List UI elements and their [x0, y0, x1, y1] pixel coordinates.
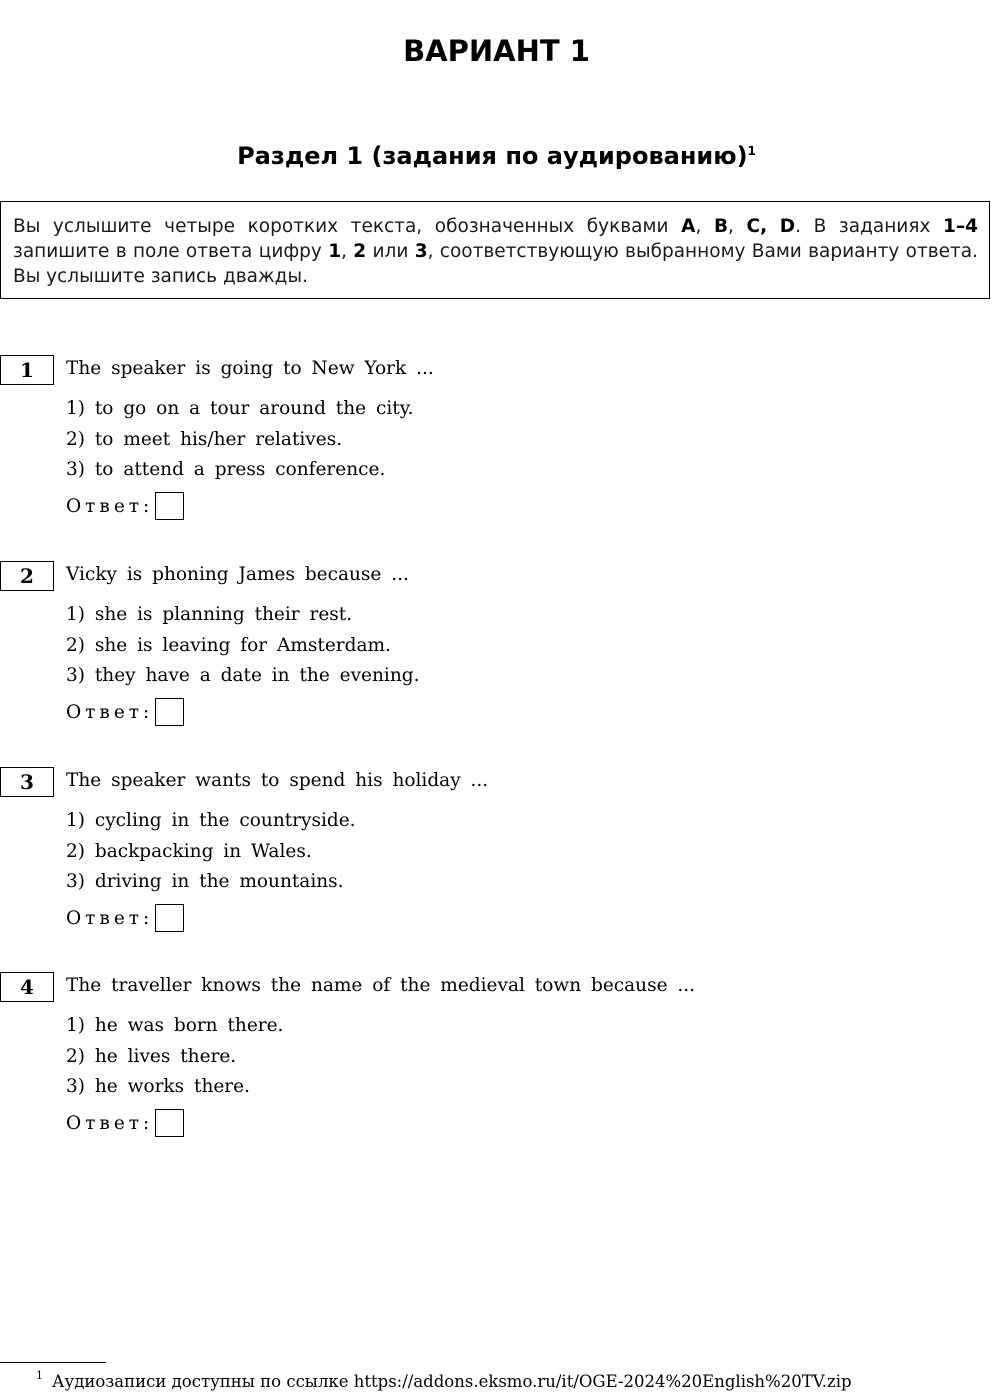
answer-box-1[interactable] — [155, 492, 184, 520]
instr-digit-3: 3 — [414, 241, 428, 262]
footnote-rule — [0, 1362, 106, 1363]
option-3: 3) they have a date in the evening. — [66, 665, 420, 686]
instr-sep-3 — [767, 216, 780, 237]
footnote — [36, 1369, 852, 1391]
option-2: 2) backpacking in Wales. — [66, 840, 312, 862]
task-options — [66, 1011, 283, 1103]
task-options — [66, 600, 419, 692]
instr-text-5: , соответствующую выбранному Вами варианту ответа. Вы услышите запись дважды. — [13, 241, 978, 287]
task-question: The traveller knows the name of the medieval town because ... — [66, 975, 696, 996]
variant-title: ВАРИАНТ 1 — [403, 34, 590, 68]
instr-task-range: 1–4 — [943, 216, 979, 237]
instr-digit-2: 2 — [353, 241, 367, 262]
instr-text-1: Вы услышите четыре коротких текста, обозначенных буквами — [13, 216, 682, 237]
option-2: 2) she is leaving for Amsterdam. — [66, 634, 391, 656]
task-question: The speaker is going to New York ... — [66, 358, 434, 379]
task-question: The speaker wants to spend his holiday ... — [66, 770, 489, 791]
answer-row — [66, 697, 184, 727]
answer-label: Ответ: — [66, 701, 154, 723]
answer-box-4[interactable] — [155, 1109, 184, 1137]
footnote-mark: 1 — [36, 1369, 43, 1382]
task-number: 4 — [0, 972, 54, 1002]
task-question: Vicky is phoning James because ... — [66, 564, 409, 585]
instr-sep-4: , — [341, 241, 354, 262]
answer-row — [66, 491, 184, 521]
answer-box-3[interactable] — [155, 904, 184, 932]
instr-text-3: запишите в поле ответа цифру — [13, 241, 329, 262]
instr-digit-1: 1 — [328, 241, 342, 262]
answer-box-2[interactable] — [155, 698, 184, 726]
section-title — [0, 142, 993, 170]
answer-label: Ответ: — [66, 907, 154, 929]
instr-text-2: . В заданиях — [795, 216, 944, 237]
instr-text-4: или — [366, 241, 415, 262]
answer-row — [66, 1108, 184, 1138]
option-3: 3) driving in the mountains. — [66, 871, 344, 892]
answer-label: Ответ: — [66, 1112, 154, 1134]
option-3: 3) to attend a press conference. — [66, 459, 386, 480]
answer-label: Ответ: — [66, 495, 154, 517]
option-2: 2) he lives there. — [66, 1045, 237, 1067]
instr-letter-a: A — [681, 216, 696, 237]
instr-sep-2: , — [728, 216, 747, 237]
task-options — [66, 806, 356, 898]
option-1: 1) cycling in the countryside. — [66, 810, 356, 831]
task-number: 2 — [0, 561, 54, 591]
instructions-box — [0, 201, 990, 299]
section-footnote-mark: 1 — [747, 144, 756, 158]
task-number: 1 — [0, 355, 54, 385]
task-number: 3 — [0, 767, 54, 797]
option-3: 3) he works there. — [66, 1076, 250, 1097]
instr-letter-c: C, — [746, 216, 768, 237]
instr-letter-d: D — [779, 216, 796, 237]
instr-sep-1: , — [695, 216, 714, 237]
option-1: 1) he was born there. — [66, 1015, 284, 1036]
option-1: 1) to go on a tour around the city. — [66, 398, 414, 419]
section-title-text: Раздел 1 (задания по аудированию) — [237, 142, 748, 170]
instr-letter-b: B — [713, 216, 729, 237]
option-1: 1) she is planning their rest. — [66, 604, 353, 625]
option-2: 2) to meet his/her relatives. — [66, 428, 343, 450]
answer-row — [66, 903, 184, 933]
task-options — [66, 394, 414, 486]
footnote-text[interactable]: Аудиозаписи доступны по ссылке https://addons.eksmo.ru/it/OGE-2024%20English%20TV.zip — [52, 1372, 852, 1391]
